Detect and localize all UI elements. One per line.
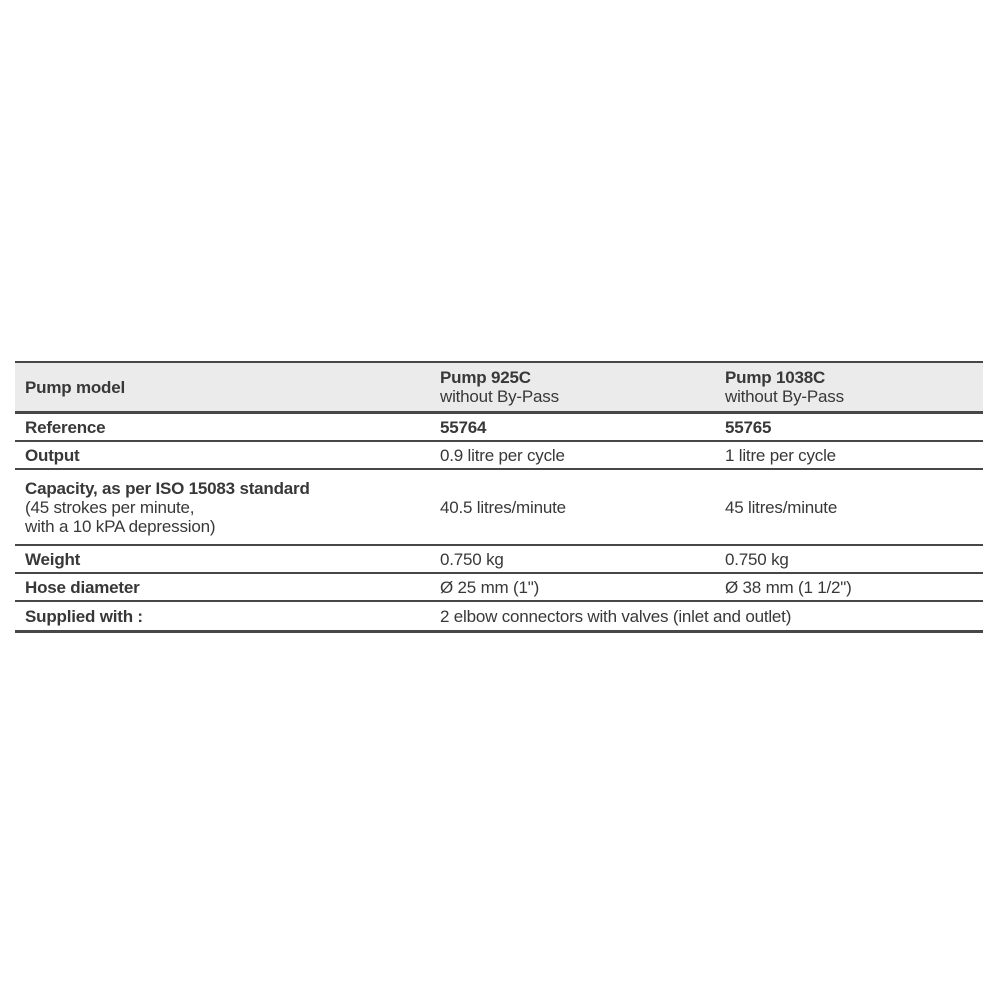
header-pump-model: Pump model [25, 377, 126, 397]
header-col-pump-925c [440, 366, 725, 408]
capacity-label-line2: (45 strokes per minute, [25, 497, 195, 517]
hose-diameter-label: Hose diameter [25, 577, 140, 597]
reference-label: Reference [25, 417, 106, 437]
header-col3-title: Pump 1038C [725, 368, 826, 387]
header-col2-title: Pump 925C [440, 368, 531, 387]
capacity-label-line3: with a 10 kPA depression) [25, 516, 216, 536]
row-supplied-with [15, 602, 983, 630]
table-header-row [15, 363, 983, 414]
row-capacity [15, 470, 983, 546]
row-output [15, 442, 983, 470]
weight-label: Weight [25, 549, 81, 569]
capacity-value-925c: 40.5 litres/minute [440, 497, 566, 517]
row-weight [15, 546, 983, 574]
capacity-value-1038c: 45 litres/minute [725, 497, 838, 517]
capacity-label [15, 477, 440, 538]
header-col-pump-1038c [725, 366, 983, 408]
weight-value-925c: 0.750 kg [440, 549, 504, 569]
reference-value-925c: 55764 [440, 417, 487, 437]
output-value-925c: 0.9 litre per cycle [440, 445, 565, 465]
row-hose-diameter [15, 574, 983, 602]
weight-value-1038c: 0.750 kg [725, 549, 789, 569]
capacity-label-line1: Capacity, as per ISO 15083 standard [25, 478, 310, 498]
hose-diameter-value-925c: Ø 25 mm (1") [440, 577, 540, 597]
reference-value-1038c: 55765 [725, 417, 772, 437]
output-label: Output [25, 445, 80, 465]
row-reference [15, 414, 983, 442]
supplied-with-value: 2 elbow connectors with valves (inlet and outlet) [440, 606, 792, 626]
pump-spec-table [15, 361, 983, 633]
output-value-1038c: 1 litre per cycle [725, 445, 836, 465]
header-col3-subtitle: without By-Pass [725, 387, 844, 406]
supplied-with-label: Supplied with : [25, 606, 143, 626]
hose-diameter-value-1038c: Ø 38 mm (1 1/2") [725, 577, 852, 597]
header-col2-subtitle: without By-Pass [440, 387, 559, 406]
